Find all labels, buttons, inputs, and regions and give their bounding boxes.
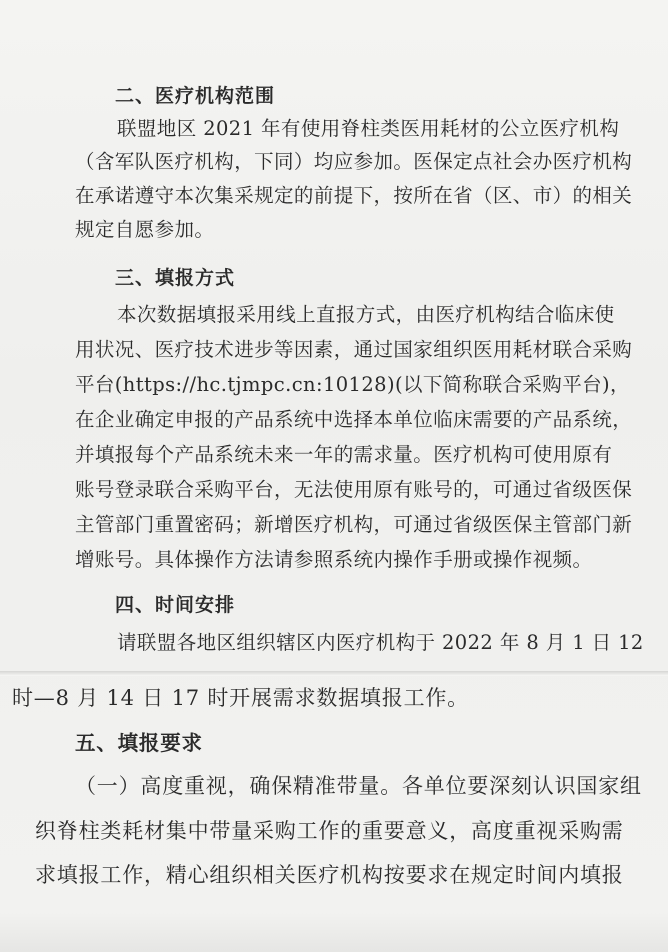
text-line: 规定自愿参加。	[75, 218, 215, 241]
text-line: 联盟地区 2021 年有使用脊柱类医用耗材的公立医疗机构	[117, 117, 620, 140]
text-line: 用状况、医疗技术进步等因素，通过国家组织医用耗材联合采购	[75, 338, 633, 361]
text-line: 时—8 月 14 日 17 时开展需求数据填报工作。	[12, 686, 469, 710]
text-line: 增账号。具体操作方法请参照系统内操作手册或操作视频。	[75, 548, 593, 571]
page-shadow	[0, 912, 668, 952]
section-heading-reporting-method: 三、填报方式	[115, 267, 236, 289]
text-line: 主管部门重置密码；新增医疗机构，可通过省级医保主管部门新	[75, 513, 633, 536]
text-line: 本次数据填报采用线上直报方式，由医疗机构结合临床使	[117, 303, 615, 326]
text-line: 账号登录联合采购平台，无法使用原有账号的，可通过省级医保	[75, 478, 633, 501]
text-line: 在企业确定申报的产品系统中选择本单位临床需要的产品系统，	[75, 408, 633, 431]
text-line: 请联盟各地区组织辖区内医疗机构于 2022 年 8 月 1 日 12	[117, 631, 644, 654]
document-lower-page	[0, 676, 668, 952]
text-line: 在承诺遵守本次集采规定的前提下，按所在省（区、市）的相关	[75, 184, 633, 207]
text-line: 求填报工作，精心组织相关医疗机构按要求在规定时间内填报	[35, 863, 624, 887]
text-line: 并填报每个产品系统未来一年的需求量。医疗机构可使用原有	[75, 443, 613, 466]
text-line-url: 平台(https://hc.tjmpc.cn:10128)(以下简称联合采购平台)，	[75, 373, 630, 396]
text-line: （含军队医疗机构，下同）均应参加。医保定点社会办医疗机构	[75, 150, 633, 173]
section-heading-schedule: 四、时间安排	[115, 594, 236, 616]
text-line: 织脊柱类耗材集中带量采购工作的重要意义，高度重视采购需	[35, 819, 624, 843]
text-line: （一）高度重视，确保精准带量。各单位要深刻认识国家组	[75, 774, 642, 798]
section-heading-medical-institutions: 二、医疗机构范围	[115, 85, 276, 107]
section-heading-reporting-requirements: 五、填报要求	[75, 731, 203, 755]
